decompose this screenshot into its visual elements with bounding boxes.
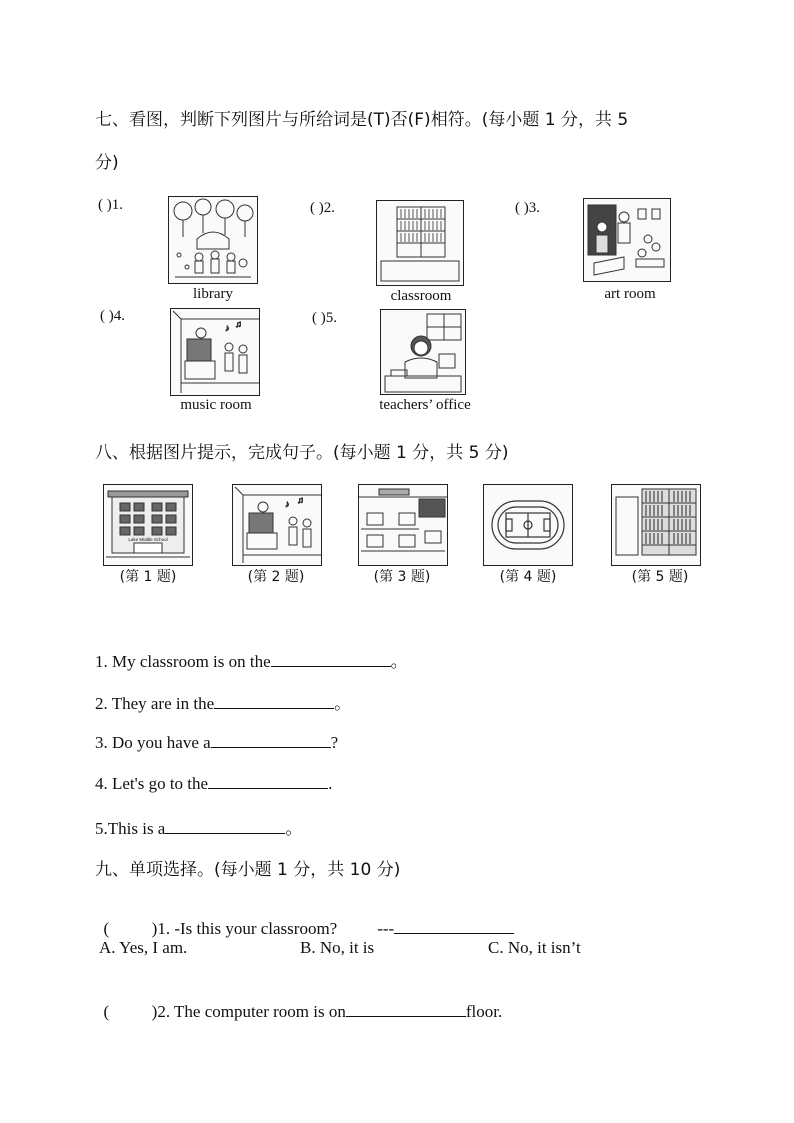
option-9-1-b[interactable]: B. No, it is — [300, 938, 375, 957]
teachers-office-picture — [380, 309, 466, 395]
image8-1-label: (第 1 题) — [119, 569, 177, 585]
library-picture-2 — [611, 484, 701, 566]
option-9-1-c[interactable]: C. No, it isn’t — [488, 938, 581, 957]
sentence-2-text: 2. They are in the — [95, 694, 215, 713]
sentence-5-blank[interactable] — [165, 817, 285, 834]
sentence-1-end: 。 — [390, 652, 408, 671]
image8-3-label: (第 3 题) — [373, 569, 431, 585]
sentence-1-text: 1. My classroom is on the — [95, 652, 271, 671]
computer-room-picture — [358, 484, 448, 566]
sentence-2-end: 。 — [334, 694, 352, 713]
image8-5-label: (第 5 题) — [631, 569, 689, 585]
item7-3-caption: art room — [604, 286, 656, 302]
image8-2-label: (第 2 题) — [247, 569, 305, 585]
item7-1-number: ( )1. — [98, 197, 123, 213]
image8-4-label: (第 4 题) — [499, 569, 557, 585]
item7-2-caption: classroom — [390, 288, 452, 304]
svg-text:♪: ♪ — [225, 323, 230, 333]
sentence-1-blank[interactable] — [271, 650, 391, 667]
option-9-1-a[interactable]: A. Yes, I am. — [99, 938, 188, 957]
sentence-5-text: 5.This is a — [95, 819, 166, 838]
school-sign-text: Lake Middle School — [128, 537, 168, 542]
item7-4-caption: music room — [180, 397, 252, 413]
item7-4-number: ( )4. — [100, 308, 125, 324]
svg-text:♫: ♫ — [297, 495, 304, 505]
sentence-5 — [95, 814, 302, 839]
school-building-picture — [103, 484, 193, 566]
sentence-4-text: 4. Let's go to the — [95, 774, 209, 793]
item7-2-number: ( )2. — [310, 200, 335, 216]
library-picture — [168, 196, 258, 284]
item7-1-caption: library — [193, 286, 233, 302]
item7-5-caption: teachers’ office — [379, 397, 471, 413]
sentence-3-end: ? — [330, 733, 339, 752]
music-room-picture — [170, 308, 260, 396]
question-9-1-blank[interactable] — [394, 917, 514, 934]
sentence-2 — [95, 689, 351, 714]
question-9-1-dash: --- — [377, 919, 395, 938]
item7-3-number: ( )3. — [515, 200, 540, 216]
sentence-3 — [95, 731, 338, 753]
svg-text:♫: ♫ — [235, 319, 242, 329]
section9-heading: 九、单项选择。(每小题 1 分，共 10 分) — [95, 860, 401, 880]
svg-text:♪: ♪ — [285, 499, 290, 509]
sentence-4 — [95, 772, 332, 794]
sentence-4-blank[interactable] — [208, 772, 328, 789]
question-9-1-text: ( )1. -Is this your classroom? — [103, 919, 338, 938]
item7-5-number: ( )5. — [312, 310, 337, 326]
sentence-4-end: . — [328, 774, 333, 793]
question-9-2-blank[interactable] — [346, 1000, 466, 1017]
question-9-2 — [95, 980, 502, 1022]
question-9-1 — [95, 897, 514, 939]
section7-heading-line1: 七、看图，判断下列图片与所给词是(T)否(F)相符。(每小题 1 分，共 5 — [95, 110, 629, 130]
sentence-5-end: 。 — [285, 819, 303, 838]
question-9-2-text: ( )2. The computer room is on — [103, 1002, 346, 1021]
art-room-picture — [583, 198, 671, 282]
classroom-picture — [376, 200, 464, 286]
music-room-picture-2 — [232, 484, 322, 566]
section7-heading-line2: 分) — [95, 153, 119, 173]
section8-heading: 八、根据图片提示，完成句子。(每小题 1 分，共 5 分) — [95, 443, 509, 463]
sentence-3-blank[interactable] — [211, 731, 331, 748]
sentence-3-text: 3. Do you have a — [95, 733, 211, 752]
sentence-2-blank[interactable] — [214, 692, 334, 709]
question-9-2-end: floor. — [465, 1002, 503, 1021]
playground-picture — [483, 484, 573, 566]
sentence-1 — [95, 647, 408, 672]
